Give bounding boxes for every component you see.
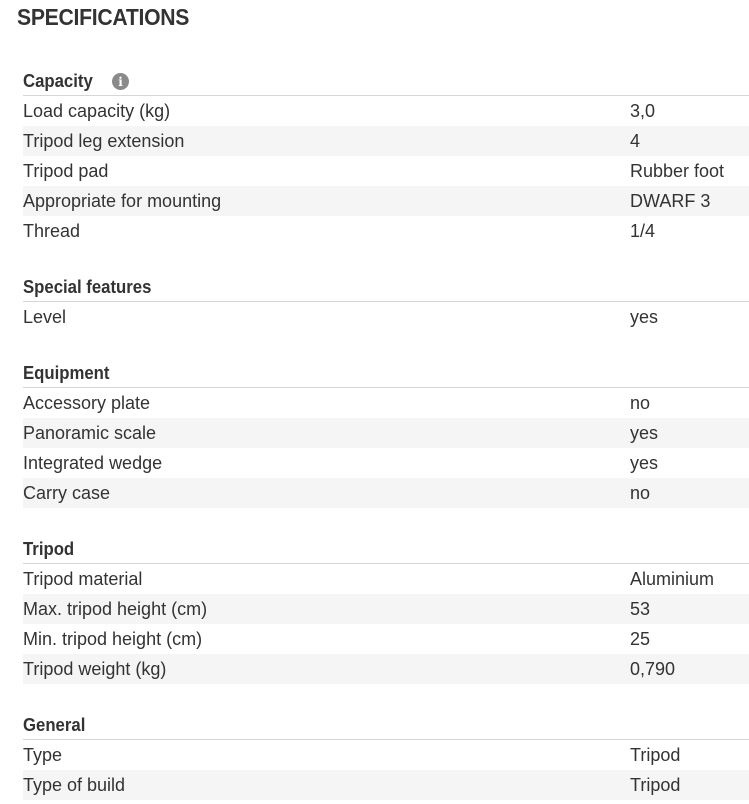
spec-label: Thread (23, 220, 81, 241)
spec-row (23, 654, 749, 684)
spec-value: 25 (630, 628, 651, 649)
page-title: SPECIFICATIONS (17, 4, 190, 30)
spec-label: Accessory plate (23, 392, 151, 413)
spec-value: no (630, 392, 651, 413)
spec-value: yes (630, 422, 659, 443)
spec-label: Panoramic scale (23, 422, 157, 443)
spec-label: Load capacity (kg) (23, 100, 171, 121)
spec-label: Type of build (23, 774, 126, 795)
spec-label: Tripod weight (kg) (23, 658, 167, 679)
spec-value: Tripod (630, 774, 681, 795)
section-header (23, 68, 749, 96)
spec-row (23, 156, 749, 186)
spec-value: yes (630, 306, 659, 327)
section-equipment (23, 360, 749, 508)
spec-value: 3,0 (630, 100, 656, 121)
spec-value: 53 (630, 598, 651, 619)
spec-value: 4 (630, 130, 641, 151)
section-tripod (23, 536, 749, 684)
spec-row (23, 478, 749, 508)
spec-value: Aluminium (630, 568, 715, 589)
spec-value: Rubber foot (630, 160, 725, 181)
section-title: Tripod (23, 539, 75, 559)
spec-row (23, 186, 749, 216)
section-title: Capacity (23, 71, 93, 91)
section-header (23, 274, 749, 302)
spec-row (23, 624, 749, 654)
section-special-features (23, 274, 749, 332)
section-header (23, 360, 749, 388)
section-title: Equipment (23, 363, 110, 383)
spec-value: no (630, 482, 651, 503)
spec-label: Tripod material (23, 568, 143, 589)
spec-row (23, 216, 749, 246)
spec-row (23, 594, 749, 624)
spec-value: yes (630, 452, 659, 473)
spec-row (23, 96, 749, 126)
spec-label: Tripod pad (23, 160, 109, 181)
spec-label: Integrated wedge (23, 452, 163, 473)
spec-row (23, 448, 749, 478)
spec-label: Max. tripod height (cm) (23, 598, 208, 619)
section-header (23, 536, 749, 564)
spec-label: Min. tripod height (cm) (23, 628, 203, 649)
section-general (23, 712, 749, 800)
spec-label: Level (23, 306, 67, 327)
spec-value: Tripod (630, 744, 681, 765)
spec-label: Tripod leg extension (23, 130, 185, 151)
section-header (23, 712, 749, 740)
spec-value: 0,790 (630, 658, 676, 679)
spec-row (23, 126, 749, 156)
spec-row (23, 302, 749, 332)
spec-label: Type (23, 744, 63, 765)
section-title: Special features (23, 277, 152, 297)
spec-label: Carry case (23, 482, 111, 503)
info-circle-icon[interactable]: i (112, 73, 129, 90)
section-title: General (23, 715, 86, 735)
spec-row (23, 564, 749, 594)
spec-row (23, 770, 749, 800)
spec-value: 1/4 (630, 220, 656, 241)
spec-value: DWARF 3 (630, 190, 711, 211)
spec-row (23, 388, 749, 418)
spec-label: Appropriate for mounting (23, 190, 222, 211)
spec-row (23, 740, 749, 770)
spec-row (23, 418, 749, 448)
section-capacity (23, 68, 749, 246)
